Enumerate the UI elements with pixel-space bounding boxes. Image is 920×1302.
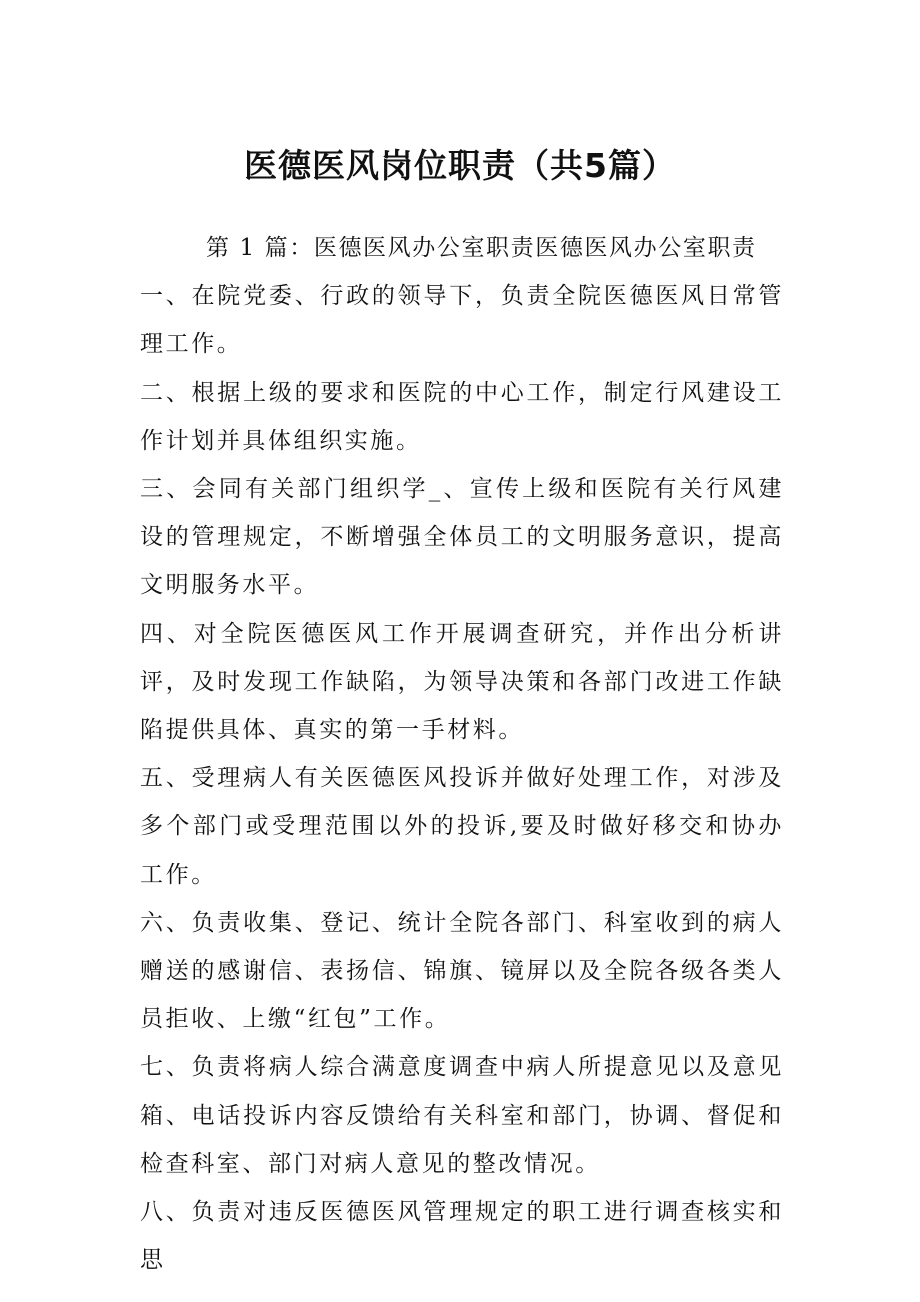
paragraph-1: 一、在院党委、行政的领导下，负责全院医德医风日常管理工作。	[140, 283, 784, 358]
paragraph-4: 四、对全院医德医风工作开展调查研究，并作出分析讲评，及时发现工作缺陷，为领导决策和各部门改进工作缺陷提供具体、真实的第一手材料。	[140, 620, 784, 744]
paragraph-6: 六、负责收集、登记、统计全院各部门、科室收到的病人赠送的感谢信、表扬信、锦旗、镜屏以及全院各级各类人员拒收、上缴“红包”工作。	[140, 909, 784, 1033]
paragraph-7: 七、负责将病人综合满意度调查中病人所提意见以及意见箱、电话投诉内容反馈给有关科室和部门，协调、督促和检查科室、部门对病人意见的整改情况。	[140, 1054, 784, 1177]
article-subtitle: 第 1 篇：医德医风办公室职责医德医风办公室职责	[206, 235, 757, 261]
paragraph-2: 二、根据上级的要求和医院的中心工作，制定行风建设工作计划并具体组织实施。	[140, 379, 784, 454]
paragraph-3: 三、会同有关部门组织学_、宣传上级和医院有关行风建设的管理规定，不断增强全体员工的文明服务意识，提高文明服务水平。	[140, 476, 784, 599]
document-title: 医德医风岗位职责（共5篇）	[244, 146, 676, 185]
paragraph-5: 五、受理病人有关医德医风投诉并做好处理工作，对涉及多个部门或受理范围以外的投诉,要及时做好移交和协办工作。	[140, 765, 784, 888]
paragraph-8: 八、负责对违反医德医风管理规定的职工进行调查核实和思	[140, 1199, 784, 1274]
document-body	[140, 224, 784, 1284]
